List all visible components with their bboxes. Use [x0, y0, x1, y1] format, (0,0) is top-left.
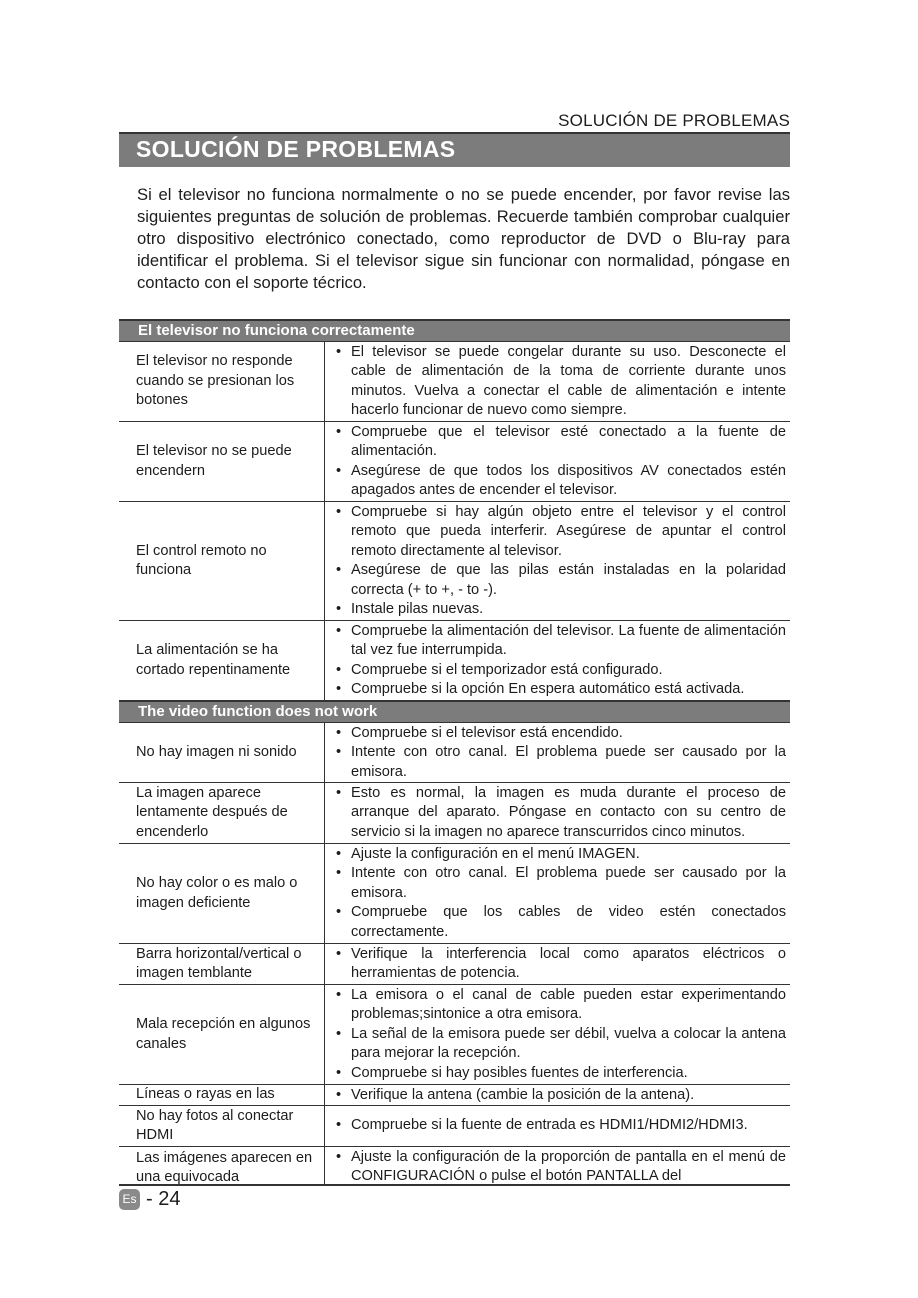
table-row — [119, 1146, 790, 1184]
table-row — [119, 984, 790, 1084]
table-row — [119, 501, 790, 620]
solution-cell — [325, 621, 790, 700]
table-row — [119, 782, 790, 843]
solution-item: • La señal de la emisora puede ser débil, vuelva a colocar la antena para mejorar la recepción. — [335, 1025, 786, 1064]
page-title: SOLUCIÓN DE PROBLEMAS — [136, 136, 456, 162]
solution-item: • Compruebe que los cables de video estén conectados correctamente. — [335, 903, 786, 942]
solution-item: • Ajuste la configuración en el menú IMAGEN. — [335, 845, 786, 864]
language-badge: Es — [119, 1189, 140, 1210]
title-bar — [119, 132, 790, 167]
problem-cell: Mala recepción en algunos canales — [119, 985, 325, 1084]
table-row — [119, 722, 790, 782]
solution-item: • Compruebe la alimentación del televisor. La fuente de alimentación tal vez fue interrumpida. — [335, 622, 786, 661]
solution-cell — [325, 502, 790, 620]
solution-cell — [325, 1147, 790, 1184]
solution-item: • Compruebe si el temporizador está configurado. — [335, 661, 786, 680]
solution-item: • Compruebe si el televisor está encendido. — [335, 724, 786, 743]
solution-item: • Intente con otro canal. El problema puede ser causado por la emisora. — [335, 743, 786, 782]
solution-item: • Compruebe que el televisor esté conectado a la fuente de alimentación. — [335, 423, 786, 462]
page-footer — [119, 1188, 180, 1211]
solution-item: • Verifique la antena (cambie la posición de la antena). — [335, 1086, 786, 1105]
solution-item: • Compruebe si la opción En espera automático está activada. — [335, 680, 786, 699]
table-row — [119, 421, 790, 501]
solution-item: • Compruebe si hay posibles fuentes de interferencia. — [335, 1064, 786, 1083]
solution-item: • Compruebe si la fuente de entrada es HDMI1/HDMI2/HDMI3. — [335, 1116, 748, 1135]
solution-item: • Compruebe si hay algún objeto entre el televisor y el control remoto que pueda interferir. Asegúrese de apuntar el control remoto directamente al televisor. — [335, 503, 786, 561]
problem-cell: No hay imagen ni sonido — [119, 723, 325, 782]
table-row — [119, 943, 790, 984]
running-header: SOLUCIÓN DE PROBLEMAS — [558, 111, 790, 130]
troubleshooting-table — [119, 319, 790, 1186]
problem-cell: No hay fotos al conectar HDMI — [119, 1106, 325, 1146]
problem-cell: Barra horizontal/vertical o imagen temblante — [119, 944, 325, 984]
solution-cell — [325, 1085, 790, 1105]
problem-cell: El control remoto no funciona — [119, 502, 325, 620]
intro-paragraph: Si el televisor no funciona normalmente o no se puede encender, por favor revise las siguientes preguntas de solución de problemas. Recuerde también comprobar cualquier otro dispositivo electrónico conectado, como reproductor de DVD o Blu-ray para identificar el problema. Si el televisor sigue sin funcionar con normalidad, póngase en contacto con el soporte técrico. — [137, 185, 790, 292]
problem-cell: El televisor no responde cuando se presionan los botones — [119, 342, 325, 421]
problem-cell: No hay color o es malo o imagen deficiente — [119, 844, 325, 943]
page-number: - 24 — [146, 1188, 181, 1210]
solution-item: • Verifique la interferencia local como aparatos eléctricos o herramientas de potencia. — [335, 945, 786, 984]
solution-cell — [325, 723, 790, 782]
solution-item: • Asegúrese de que todos los dispositivos AV conectados estén apagados antes de encender el televisor. — [335, 462, 786, 501]
solution-cell — [325, 985, 790, 1084]
solution-cell — [325, 342, 790, 421]
solution-item: • Esto es normal, la imagen es muda durante el proceso de arranque del aparato. Póngase en contacto con su centro de servicio si la imagen no aparece transcurridos cinco minutos. — [335, 784, 786, 842]
problem-cell: La alimentación se ha cortado repentinamente — [119, 621, 325, 700]
solution-cell — [325, 944, 790, 984]
solution-item: • Intente con otro canal. El problema puede ser causado por la emisora. — [335, 864, 786, 903]
solution-cell — [325, 844, 790, 943]
table-row — [119, 341, 790, 421]
solution-cell — [325, 1106, 790, 1146]
solution-item: • Asegúrese de que las pilas están instaladas en la polaridad correcta (+ to +, - to -). — [335, 561, 786, 600]
table-row — [119, 843, 790, 943]
solution-cell — [325, 783, 790, 843]
problem-cell: Líneas o rayas en las — [119, 1085, 325, 1105]
section-header: The video function does not work — [119, 700, 790, 722]
solution-item: • Instale pilas nuevas. — [335, 600, 786, 619]
problem-cell: La imagen aparece lentamente después de encenderlo — [119, 783, 325, 843]
solution-item: • La emisora o el canal de cable pueden estar experimentando problemas;sintonice a otra emisora. — [335, 986, 786, 1025]
solution-item: • El televisor se puede congelar durante su uso. Desconecte el cable de alimentación de la toma de corriente durante unos minutos. Vuelva a conectar el cable de alimentación e intente hacerlo funcionar de nuevo como siempre. — [335, 343, 786, 421]
section-header: El televisor no funciona correctamente — [119, 319, 790, 341]
solution-item: • Ajuste la configuración de la proporción de pantalla en el menú de CONFIGURACIÓN o pulse el botón PANTALLA del — [335, 1148, 786, 1184]
table-row — [119, 1084, 790, 1105]
problem-cell: El televisor no se puede encendern — [119, 422, 325, 501]
problem-cell: Las imágenes aparecen en una equivocada — [119, 1147, 325, 1184]
table-row — [119, 1105, 790, 1146]
solution-cell — [325, 422, 790, 501]
table-row — [119, 620, 790, 700]
